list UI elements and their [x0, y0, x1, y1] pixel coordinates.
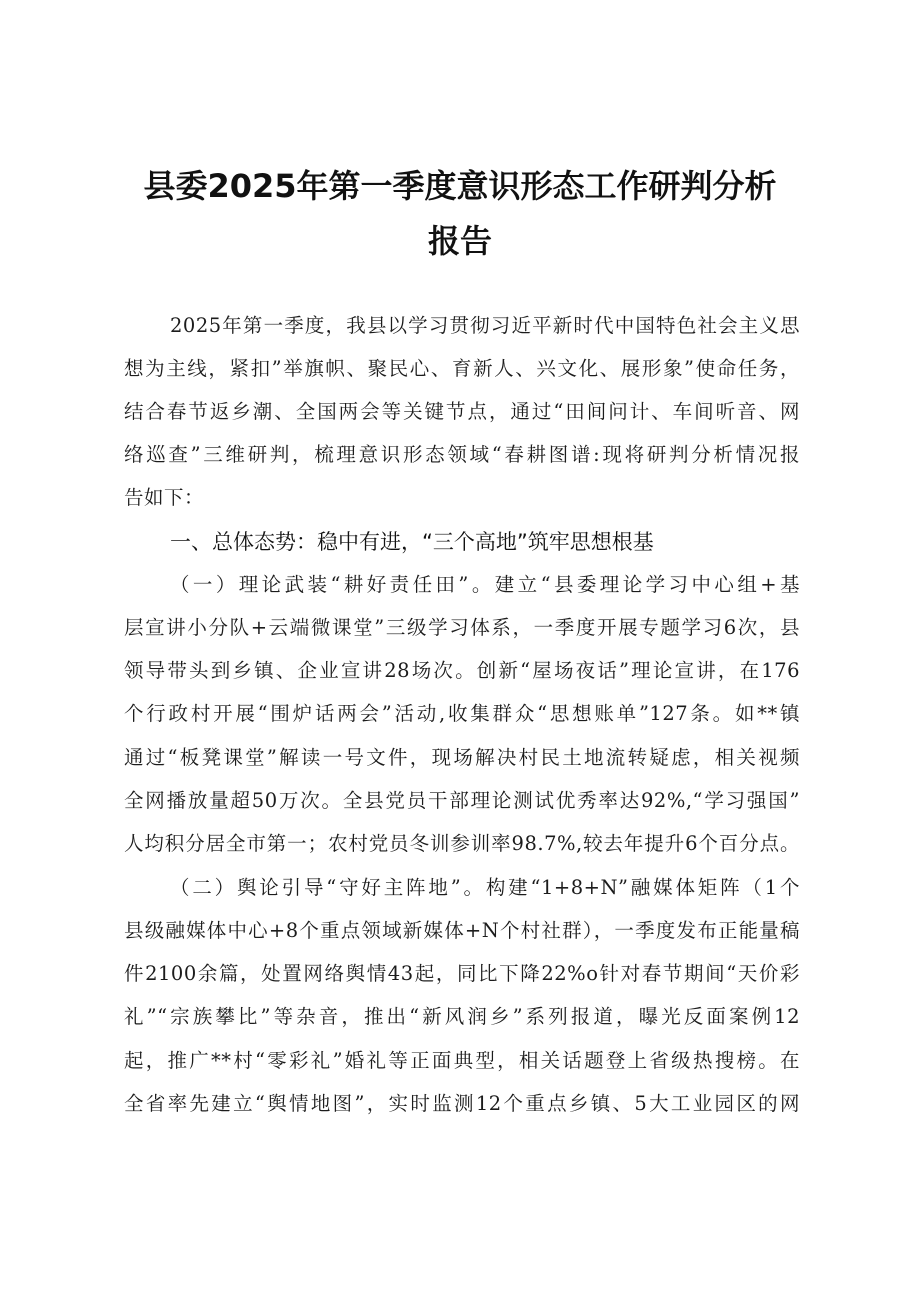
subsection-2-line: 起，推广**村“零彩礼”婚礼等正面典型，相关话题登上省级热搜榜。在	[124, 1049, 800, 1072]
subsection-1-line: 人均积分居全市第一；农村党员冬训参训率98.7%,较去年提升6个百分点。	[124, 832, 800, 855]
intro-line: 结合春节返乡潮、全国两会等关键节点，通过“田间问计、车间听音、网	[124, 400, 800, 423]
intro-line: 络巡查”三维研判，梳理意识形态领域“春耕图谱:现将研判分析情况报	[124, 443, 800, 466]
subsection-1-line: 个行政村开展“围炉话两会”活动,收集群众“思想账单”127条。如**镇	[124, 702, 800, 725]
intro-line: 告如下：	[124, 486, 205, 509]
subsection-1-line: （一）理论武装“耕好责任田”。建立“县委理论学习中心组+基	[170, 573, 800, 596]
subsection-2-line: 县级融媒体中心+8个重点领域新媒体+N个村社群），一季度发布正能量稿	[124, 919, 800, 942]
document-title-line-1: 县委2025年第一季度意识形态工作研判分析	[143, 167, 777, 205]
intro-line: 2025年第一季度，我县以学习贯彻习近平新时代中国特色社会主义思	[170, 314, 800, 337]
document-title-line-2: 报告	[427, 222, 492, 260]
subsection-2-line: 全省率先建立“舆情地图”，实时监测12个重点乡镇、5大工业园区的网	[124, 1092, 800, 1115]
subsection-1-line: 层宣讲小分队+云端微课堂”三级学习体系，一季度开展专题学习6次，县	[124, 616, 800, 639]
section-1-heading: 一、总体态势：稳中有进，“三个高地”筑牢思想根基	[170, 530, 654, 554]
subsection-2-line: 件2100余篇，处置网络舆情43起，同比下降22%o针对春节期间“天价彩	[124, 962, 800, 985]
subsection-1-line: 全网播放量超50万次。全县党员干部理论测试优秀率达92%,“学习强国”	[124, 789, 800, 812]
subsection-1-line: 通过“板凳课堂”解读一号文件，现场解决村民土地流转疑虑，相关视频	[124, 746, 800, 769]
subsection-2-line: （二）舆论引导“守好主阵地”。构建“1+8+N”融媒体矩阵（1个	[170, 876, 800, 899]
subsection-1-line: 领导带头到乡镇、企业宣讲28场次。创新“屋场夜话”理论宣讲，在176	[124, 659, 800, 682]
subsection-2-line: 礼”“宗族攀比”等杂音，推出“新风润乡”系列报道，曝光反面案例12	[124, 1005, 800, 1028]
intro-line: 想为主线，紧扣”举旗帜、聚民心、育新人、兴文化、展形象”使命任务，	[124, 357, 800, 380]
